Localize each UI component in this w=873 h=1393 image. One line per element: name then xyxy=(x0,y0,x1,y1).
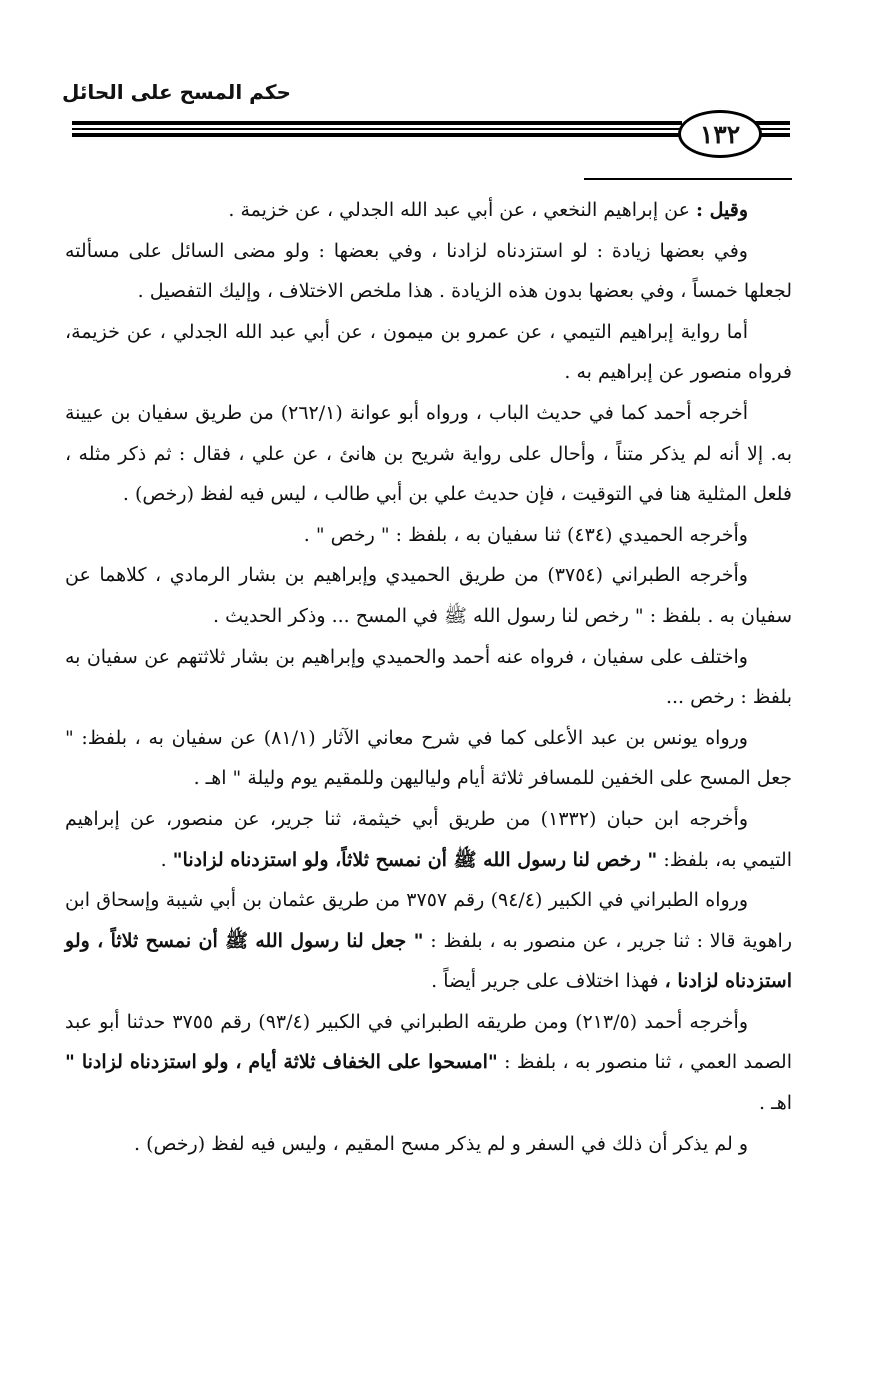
paragraph-tail: اهـ . xyxy=(759,1092,792,1115)
paragraph-text: وأخرجه أحمد (٢١٣/٥) ومن طريقه الطبراني في الكبير (٩٣/٤) رقم ٣٧٥٥ حدثنا أبو عبد الصمد العمي ، ثنا منصور به ، بلفظ : xyxy=(65,1010,792,1074)
paragraph xyxy=(65,637,792,718)
paragraph xyxy=(65,190,792,231)
paragraph-text: ورواه يونس بن عبد الأعلى كما في شرح معاني الآثار (٨١/١) عن سفيان به ، بلفظ: " جعل المسح على الخفين للمسافر ثلاثة أيام ولياليهن وللمقيم يوم وليلة " اهـ . xyxy=(65,726,792,790)
body-text xyxy=(65,190,792,1164)
paragraph xyxy=(65,515,792,556)
paragraph-text: ورواه الطبراني في الكبير (٩٤/٤) رقم ٣٧٥٧ من طريق عثمان بن أبي شيبة وإسحاق ابن راهوية قالا : ثنا جرير ، عن منصور به ، بلفظ : xyxy=(65,889,793,952)
paragraph-lead: وقيل : xyxy=(695,199,748,221)
paragraph-text: وفي بعضها زيادة : لو استزدناه لزادنا ، وفي بعضها : ولو مضى السائل على مسألته لجعلها خمساً ، وفي بعضها بدون هذه الزيادة . هذا ملخص الاختلاف ، وإليك التفصيل . xyxy=(65,239,792,303)
paragraph-text: أخرجه أحمد كما في حديث الباب ، ورواه أبو عوانة (٢٦٢/١) من طريق سفيان بن عيينة به. إلا أنه لم يذكر متناً ، وأحال على رواية شريح بن هانئ ، عن علي ، فقال : ثم ذكر مثله ، فلعل المثلية هنا في التوقيت ، فإن حديث علي بن أبي طالب ، ليس فيه لفظ (رخص) . xyxy=(65,401,792,506)
paragraph xyxy=(65,312,792,393)
paragraph xyxy=(65,880,792,1002)
paragraph-text: وأخرجه الطبراني (٣٧٥٤) من طريق الحميدي وإبراهيم بن بشار الرمادي ، كلاهما عن سفيان به . بلفظ : " رخص لنا رسول الله ﷺ في المسح ... وذكر الحديث . xyxy=(65,564,792,627)
paragraph-tail: . xyxy=(160,848,173,871)
header-rule-thick xyxy=(72,121,682,125)
paragraph-bold: " جعل لنا رسول الله ﷺ أن نمسح ثلاثاً ، ولو استزدناه لزادنا ، xyxy=(65,929,792,993)
paragraph-text: وأخرجه الحميدي (٤٣٤) ثنا سفيان به ، بلفظ : " رخص " . xyxy=(303,523,748,546)
paragraph xyxy=(65,393,792,515)
paragraph-text: أما رواية إبراهيم التيمي ، عن عمرو بن ميمون ، عن أبي عبد الله الجدلي ، عن خزيمة، فرواه منصور عن إبراهيم به . xyxy=(65,320,792,384)
header-rule-thin xyxy=(72,128,682,130)
running-title: حكم المسح على الحائل xyxy=(62,80,291,104)
paragraph-bold: " رخص لنا رسول الله ﷺ أن نمسح ثلاثاً، ولو استزدناه لزادنا" xyxy=(172,848,658,871)
paragraph-text: و لم يذكر أن ذلك في السفر و لم يذكر مسح المقيم ، وليس فيه لفظ (رخص) . xyxy=(134,1132,748,1155)
header-rule-thick xyxy=(72,133,682,137)
paragraph xyxy=(65,1124,792,1165)
page-number-badge xyxy=(678,110,762,158)
paragraph-text: عن إبراهيم النخعي ، عن أبي عبد الله الجدلي ، عن خزيمة . xyxy=(228,199,696,221)
paragraph xyxy=(65,231,792,312)
paragraph xyxy=(65,799,792,880)
paragraph xyxy=(65,718,792,799)
page-number: ١٣٢ xyxy=(699,119,741,149)
paragraph-tail: فهذا اختلاف على جرير أيضاً . xyxy=(431,970,665,993)
paragraph-text: واختلف على سفيان ، فرواه عنه أحمد والحميدي وإبراهيم بن بشار ثلاثتهم عن سفيان به بلفظ : رخص ... xyxy=(65,645,792,709)
paragraph-bold: "امسحوا على الخفاف ثلاثة أيام ، ولو استزدناه لزادنا " xyxy=(65,1051,498,1074)
paragraph-text: وأخرجه ابن حبان (١٣٣٢) من طريق أبي خيثمة، ثنا جرير، عن منصور، عن إبراهيم التيمي به، بلفظ: xyxy=(65,807,792,871)
paragraph xyxy=(65,555,792,636)
paragraph xyxy=(65,1002,792,1124)
section-rule xyxy=(584,178,792,180)
